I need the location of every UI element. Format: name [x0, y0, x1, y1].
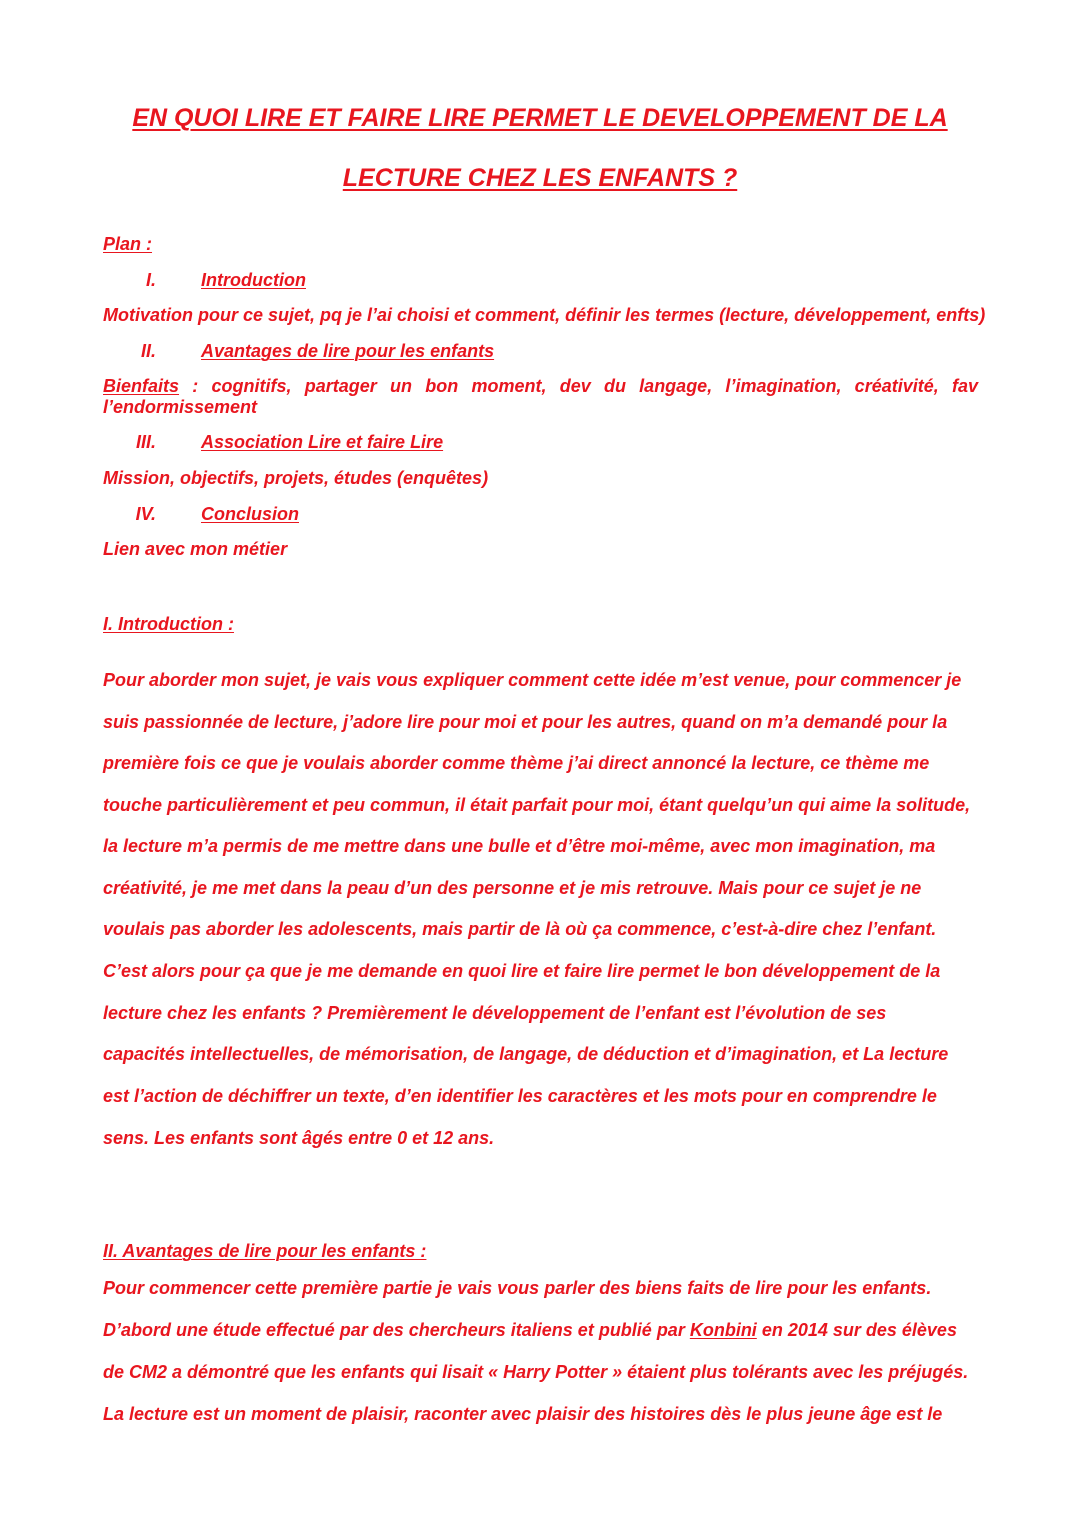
plan-item-title: Association Lire et faire Lire: [201, 432, 444, 452]
paragraph-line: sens. Les enfants sont âgés entre 0 et 12 ans.: [103, 1128, 495, 1148]
paragraph-line: est l’action de déchiffrer un texte, d’en identifier les caractères et les mots pour en comprendre le: [103, 1086, 937, 1106]
plan-detail-text: : cognitifs, partager un bon moment, dev du langage, l’imagination, créativité, fav: [179, 376, 978, 396]
plan-heading: Plan :: [103, 234, 153, 254]
plan-item-avantages: [0, 340, 1080, 362]
paragraph-line: Pour aborder mon sujet, je vais vous expliquer comment cette idée m’est venue, pour commencer je: [103, 670, 962, 690]
document-title-line-2: LECTURE CHEZ LES ENFANTS ?: [342, 164, 738, 192]
plan-item-numeral: IV.: [135, 504, 156, 524]
paragraph-line: voulais pas aborder les adolescents, mais partir de là où ça commence, c’est-à-dire chez l’enfant.: [103, 919, 937, 939]
paragraph-line: touche particulièrement et peu commun, il était parfait pour moi, étant quelqu’un qui aime la solitude,: [103, 795, 971, 815]
paragraph-line: lecture chez les enfants ? Premièrement le développement de l’enfant est l’évolution de ses: [103, 1003, 887, 1023]
section-2-heading: II. Avantages de lire pour les enfants :: [103, 1241, 427, 1261]
plan-item-detail: Motivation pour ce sujet, pq je l’ai choisi et comment, définir les termes (lecture, développement, enfts): [103, 305, 986, 325]
section-1-heading: I. Introduction :: [103, 614, 234, 634]
paragraph-line: de CM2 a démontré que les enfants qui lisait « Harry Potter » étaient plus tolérants avec les préjugés.: [103, 1362, 969, 1382]
plan-item-conclusion: [0, 503, 1080, 525]
plan-item-numeral: III.: [135, 432, 156, 452]
plan-item-numeral: II.: [140, 341, 156, 361]
plan-item-detail-continued: l’endormissement: [103, 397, 258, 417]
paragraph-line: la lecture m’a permis de me mettre dans une bulle et d’être moi-même, avec mon imagination, ma: [103, 836, 936, 856]
plan-item-title: Introduction: [201, 270, 306, 290]
paragraph-line: première fois ce que je voulais aborder comme thème j’ai direct annoncé la lecture, ce thème me: [103, 753, 930, 773]
paragraph-text: en 2014 sur des élèves: [756, 1320, 957, 1340]
document-title-line-1: EN QUOI LIRE ET FAIRE LIRE PERMET LE DEVELOPPEMENT DE LA: [132, 104, 948, 132]
plan-item-detail: Mission, objectifs, projets, études (enquêtes): [103, 468, 489, 488]
plan-item-title: Conclusion: [201, 504, 299, 524]
plan-detail-label: Bienfaits: [103, 376, 180, 396]
plan-item-detail: Lien avec mon métier: [103, 539, 288, 559]
paragraph-line: C’est alors pour ça que je me demande en quoi lire et faire lire permet le bon développement de la: [103, 961, 941, 981]
plan-item-introduction: [0, 269, 1080, 291]
plan-item-numeral: I.: [145, 270, 156, 290]
paragraph-line: La lecture est un moment de plaisir, raconter avec plaisir des histoires dès le plus jeune âge est le: [103, 1404, 943, 1424]
plan-item-detail-bienfaits: [103, 375, 978, 397]
paragraph-line: créativité, je me met dans la peau d’un des personne et je mis retrouve. Mais pour ce sujet je ne: [103, 878, 922, 898]
plan-item-title: Avantages de lire pour les enfants: [201, 341, 495, 361]
paragraph-text: D’abord une étude effectué par des chercheurs italiens et publié par: [103, 1320, 690, 1340]
paragraph-line: Pour commencer cette première partie je vais vous parler des biens faits de lire pour les enfants.: [103, 1278, 932, 1298]
paragraph-line: capacités intellectuelles, de mémorisation, de langage, de déduction et d’imagination, et La lecture: [103, 1044, 949, 1064]
paragraph-line-with-link: [103, 1319, 957, 1341]
konbini-link[interactable]: Konbini: [689, 1320, 757, 1340]
plan-item-association: [0, 431, 1080, 453]
paragraph-line: suis passionnée de lecture, j’adore lire pour moi et pour les autres, quand on m’a demandé pour la: [103, 712, 948, 732]
